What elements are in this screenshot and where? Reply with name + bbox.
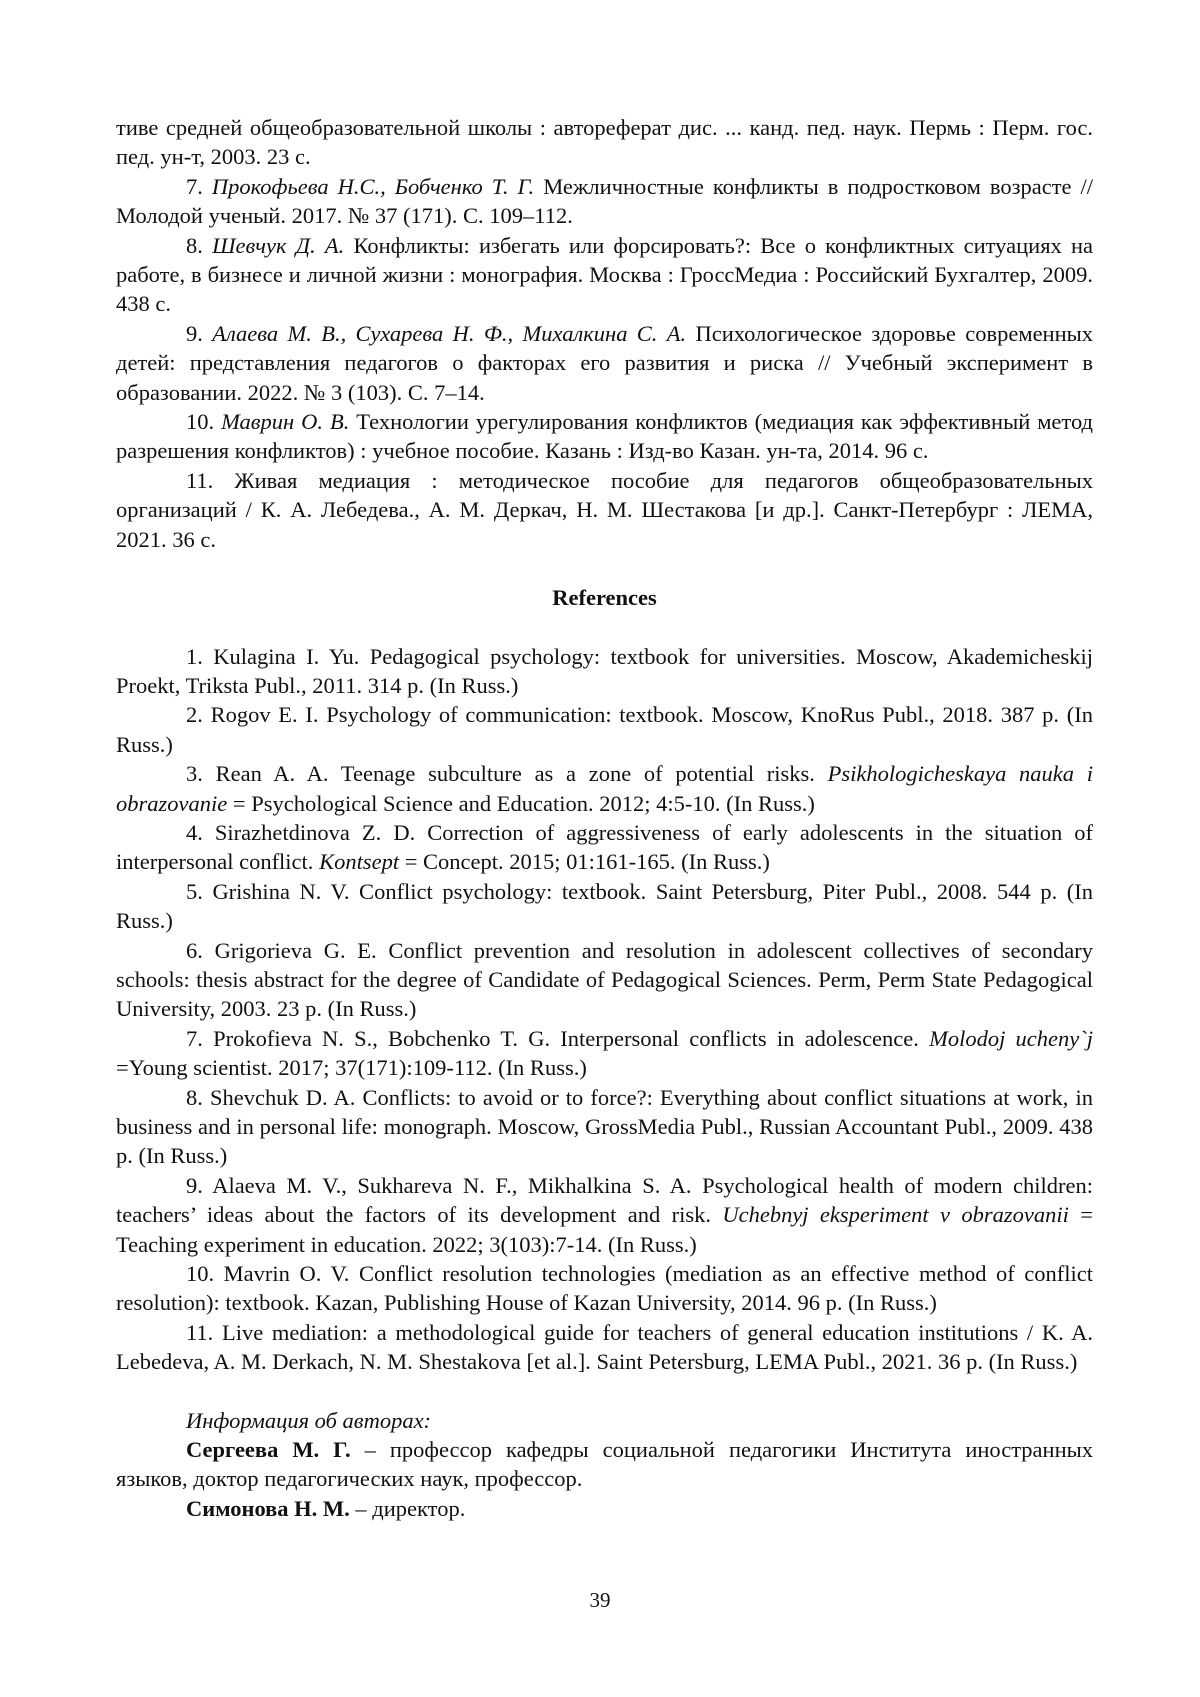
- en-ref-10: 10. Mavrin O. V. Conflict resolution technologies (mediation as an effective method of conflict resolution): textbook. Kazan, Publishing House of Kazan University, 2014. 96 p. (In Russ.): [116, 1261, 1093, 1316]
- author-name: Симонова Н. М.: [186, 1495, 350, 1521]
- ref-authors: Шевчук Д. А.: [212, 232, 345, 258]
- en-ref-11: 11. Live mediation: a methodological guide for teachers of general education institutions / K. A. Lebedeva, A. M. Derkach, N. M. Shestakova [et al.]. Saint Petersburg, LEMA Publ., 2021. 36 p. (In Russ.): [116, 1319, 1093, 1375]
- section-gap: [116, 1377, 1093, 1406]
- en-ref-5: 5. Grishina N. V. Conflict psychology: textbook. Saint Petersburg, Piter Publ., 2008. 544 p. (In Russ.): [116, 878, 1093, 934]
- ref-authors: Алаева М. В., Сухарева Н. Ф., Михалкина С. А.: [212, 320, 687, 346]
- ru-ref-11: 11. Живая медиация : методическое пособие для педагогов общеобразовательных организаций / К. А. Лебедева., А. М. Деркач, Н. М. Шестакова [и др.]. Санкт-Петербург : ЛЕМА, 2021. 36 с.: [116, 467, 1093, 552]
- author-name: Сергеева М. Г.: [186, 1437, 351, 1463]
- ru-ref-7: 7. Прокофьева Н.С., Бобченко Т. Г. Межличностные конфликты в подростковом возрасте // Молодой ученый. 2017. № 37 (171). С. 109–112.: [116, 173, 1094, 229]
- en-ref-1: 1. Kulagina I. Yu. Pedagogical psychology: textbook for universities. Moscow, Akademicheskij Proekt, Triksta Publ., 2011. 314 p. (In Russ.): [116, 643, 1093, 698]
- journal-title: Psikhologicheskaya nauka i obrazovanie: [116, 761, 1093, 816]
- en-ref-3: 3. Rean A. A. Teenage subculture as a zone of potential risks. Psikhologicheskaya nauka i obrazovanie = Psychological Science and Education. 2012; 4:5-10. (In Russ.): [116, 761, 1093, 816]
- page-content: [116, 113, 1093, 1523]
- journal-title: Uchebnyj eksperiment v obrazovanii: [722, 1202, 1069, 1228]
- en-ref-4: 4. Sirazhetdinova Z. D. Correction of aggressiveness of early adolescents in the situation of interpersonal conflict. Kontsept = Concept. 2015; 01:161-165. (In Russ.): [116, 819, 1093, 875]
- en-ref-7: 7. Prokofieva N. S., Bobchenko T. G. Interpersonal conflicts in adolescence. Molodoj ucheny`j =Young scientist. 2017; 37(171):109-112. (In Russ.): [116, 1025, 1093, 1081]
- authors-info-heading: Информация об авторах:: [186, 1407, 432, 1433]
- page-number: 39: [589, 1588, 611, 1612]
- ru-ref-10: 10. Маврин О. В. Технологии урегулирования конфликтов (медиация как эффективный метод разрешения конфликтов) : учебное пособие. Казань : Изд-во Казан. ун-та, 2014. 96 с.: [116, 409, 1093, 464]
- journal-title: Kontsept: [319, 849, 400, 875]
- en-ref-9: 9. Alaeva M. V., Sukhareva N. F., Mikhalkina S. A. Psychological health of modern children: teachers’ ideas about the factors of its development and risk. Uchebnyj eksperiment v obrazovanii = Teaching experiment in education. 2022; 3(103):7-14. (In Russ.): [116, 1172, 1093, 1257]
- journal-title: Molodoj ucheny`j: [929, 1025, 1093, 1051]
- ref-authors: Прокофьева Н.С., Бобченко Т. Г.: [211, 173, 535, 199]
- references-heading: References: [552, 585, 657, 611]
- author-1: Сергеева М. Г. – профессор кафедры социальной педагогики Института иностранных языков, доктор педагогических наук, профессор.: [116, 1437, 1093, 1492]
- en-ref-6: 6. Grigorieva G. E. Conflict prevention and resolution in adolescent collectives of secondary schools: thesis abstract for the degree of Candidate of Pedagogical Sciences. Perm, Perm State Pedagogical University, 2003. 23 p. (In Russ.): [116, 937, 1093, 1022]
- ru-ref-9: 9. Алаева М. В., Сухарева Н. Ф., Михалкина С. А. Психологическое здоровье современных детей: представления педагогов о факторах его развития и риска // Учебный эксперимент в образовании. 2022. № 3 (103). С. 7–14.: [116, 320, 1094, 405]
- ru-ref-8: 8. Шевчук Д. А. Конфликты: избегать или форсировать?: Все о конфликтных ситуациях на работе, в бизнесе и личной жизни : монография. Москва : ГроссМедиа : Российский Бухгалтер, 2009. 438 с.: [116, 232, 1094, 317]
- ru-ref-6-continuation: тиве средней общеобразовательной школы : автореферат дис. ... канд. пед. наук. Пермь : Перм. гос. пед. ун-т, 2003. 23 с.: [116, 115, 1093, 170]
- en-ref-8: 8. Shevchuk D. A. Conflicts: to avoid or to force?: Everything about conflict situations at work, in business and in personal life: monograph. Moscow, GrossMedia Publ., Russian Accountant Publ., 2009. 438 p. (In Russ.): [116, 1084, 1093, 1169]
- ref-authors: Маврин О. В.: [221, 409, 350, 435]
- en-ref-2: 2. Rogov E. I. Psychology of communication: textbook. Moscow, KnoRus Publ., 2018. 387 p. (In Russ.): [116, 702, 1093, 757]
- author-2: Симонова Н. М. – директор.: [186, 1495, 466, 1521]
